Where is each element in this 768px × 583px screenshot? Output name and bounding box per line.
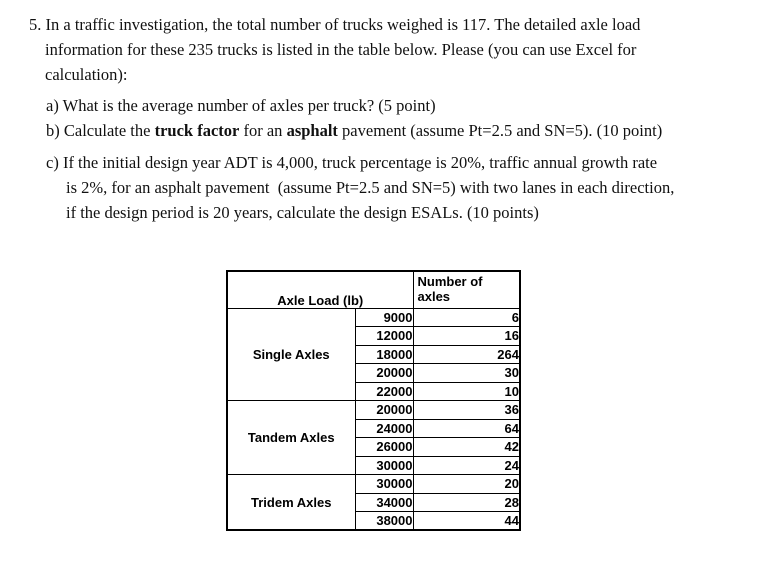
part-b-seg-5: pavement (assume Pt=2.5 and SN=5). (10 point) [337,121,663,140]
part-c-line-1: c) If the initial design year ADT is 4,000, truck percentage is 20%, traffic annual growth rate [46,153,658,172]
group-label-tridem-axles: Tridem Axles [227,475,355,531]
intro-line-1: 5. In a traffic investigation, the total number of trucks weighed is 117. The detailed axle load [29,15,641,34]
count-cell: 42 [413,438,520,457]
part-b-question [46,118,662,143]
count-cell: 264 [413,345,520,364]
load-cell: 9000 [355,308,413,327]
table-header-row [227,271,520,308]
load-cell: 26000 [355,438,413,457]
count-cell: 16 [413,327,520,346]
axle-load-table-container [226,270,521,531]
load-cell: 30000 [355,475,413,494]
part-a-question: a) What is the average number of axles per truck? (5 point) [46,96,436,115]
count-cell: 30 [413,364,520,383]
load-cell: 38000 [355,512,413,531]
load-cell: 18000 [355,345,413,364]
intro-line-2: information for these 235 trucks is listed in the table below. Please (you can use Excel for [45,40,637,59]
load-cell: 22000 [355,382,413,401]
load-cell: 20000 [355,401,413,420]
count-cell: 44 [413,512,520,531]
load-cell: 12000 [355,327,413,346]
count-cell: 24 [413,456,520,475]
table-row [227,308,520,327]
table-row [227,475,520,494]
part-b-seg-3: for an [239,121,287,140]
part-b-bold-asphalt: asphalt [286,121,338,140]
axle-load-table [226,270,521,531]
group-label-tandem-axles: Tandem Axles [227,401,355,475]
count-cell: 36 [413,401,520,420]
load-cell: 30000 [355,456,413,475]
count-cell: 20 [413,475,520,494]
table-row [227,401,520,420]
part-b-seg-1: b) Calculate the [46,121,155,140]
count-cell: 28 [413,493,520,512]
part-c-line-3: if the design period is 20 years, calculate the design ESALs. (10 points) [66,203,539,222]
header-number-of-axles: Number of axles [413,271,520,308]
count-cell: 6 [413,308,520,327]
part-b-bold-truck-factor: truck factor [154,121,240,140]
load-cell: 20000 [355,364,413,383]
load-cell: 24000 [355,419,413,438]
group-label-single-axles: Single Axles [227,308,355,401]
intro-line-3: calculation): [45,65,128,84]
problem-intro-paragraph [29,12,640,87]
part-c-line-2: is 2%, for an asphalt pavement (assume Pt=2.5 and SN=5) with two lanes in each direction, [66,178,675,197]
count-cell: 64 [413,419,520,438]
load-cell: 34000 [355,493,413,512]
count-cell: 10 [413,382,520,401]
header-axle-load: Axle Load (lb) [227,271,413,308]
part-c [46,150,674,225]
parts-a-b [46,93,662,143]
